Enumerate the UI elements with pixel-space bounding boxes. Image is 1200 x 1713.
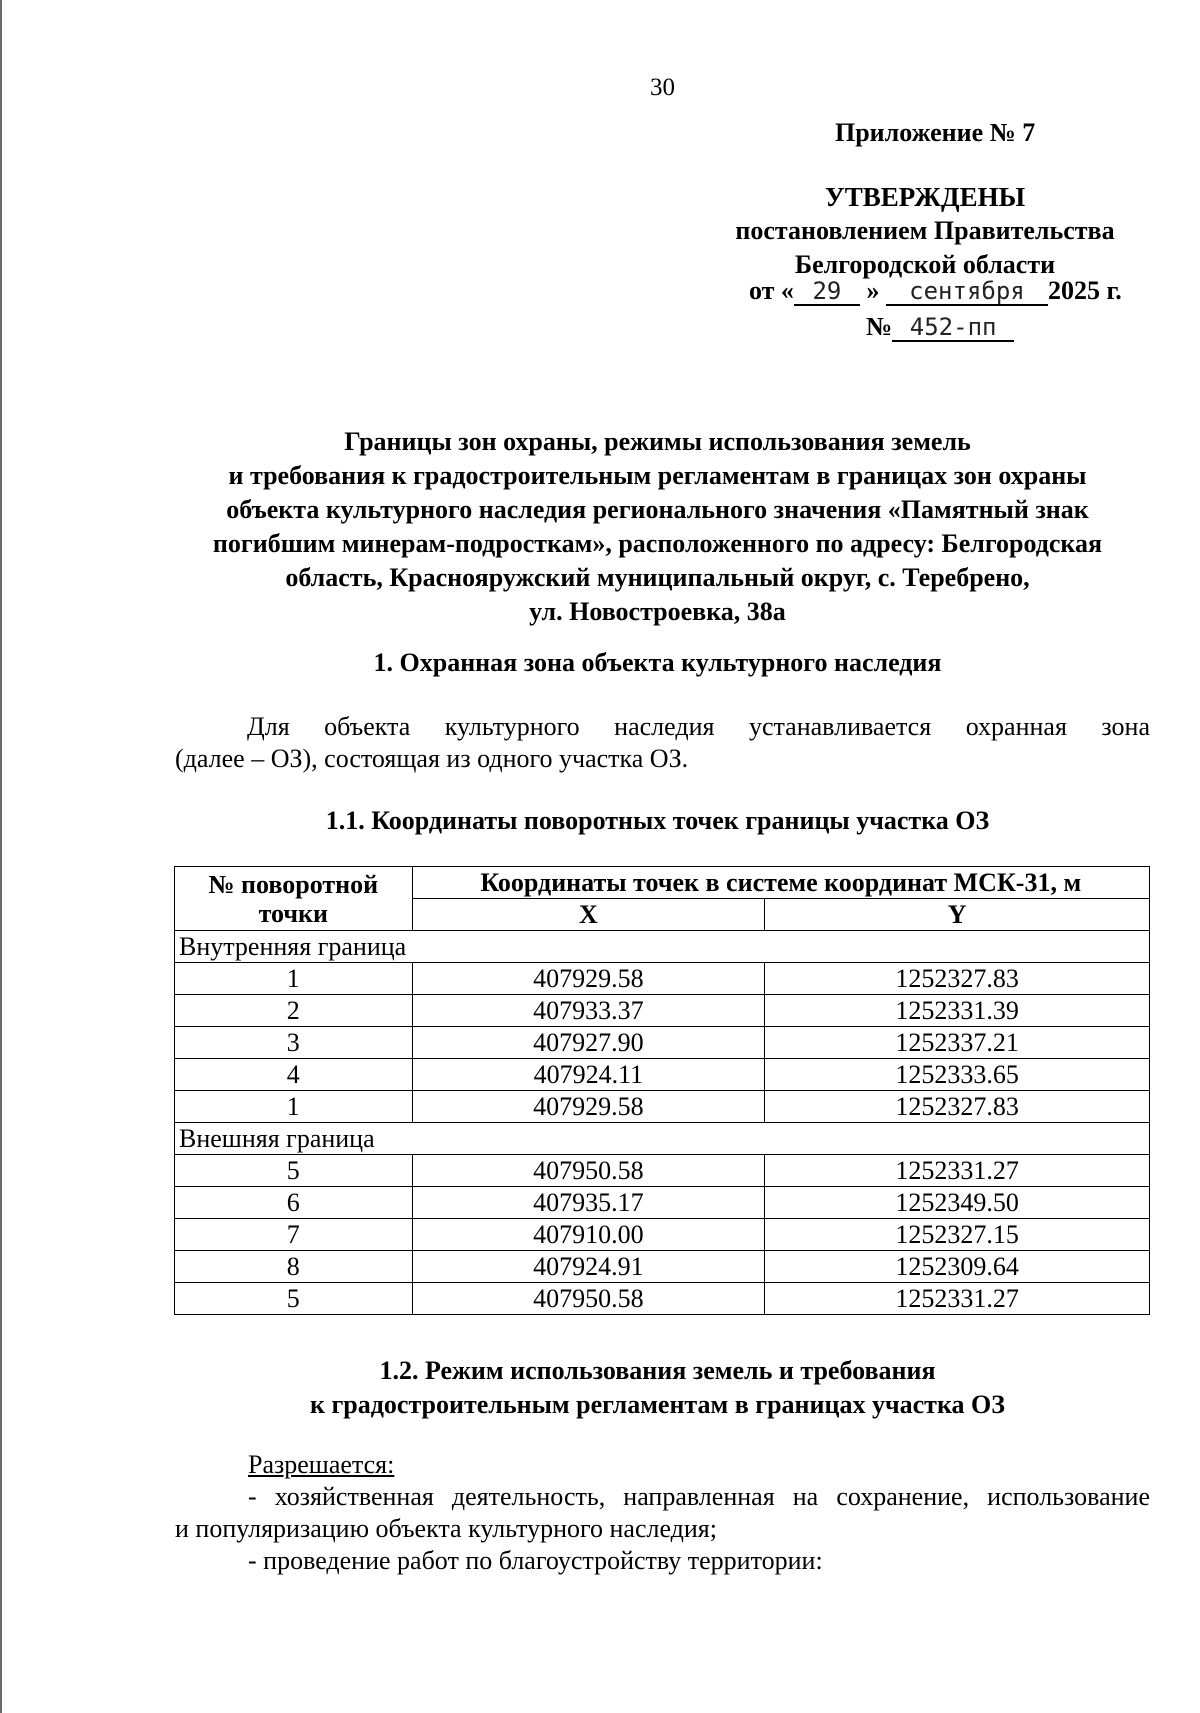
header-y: Y: [765, 899, 1150, 931]
appendix-label: Приложение № 7: [835, 118, 1036, 147]
approved-title: УТВЕРЖДЕНЫ: [824, 182, 1026, 212]
group-label: Внутренняя граница: [175, 931, 1150, 963]
table-group-row: [175, 931, 1150, 963]
point-y: 1252309.64: [765, 1251, 1150, 1283]
title-line: область, Краснояружский муниципальный округ, с. Теребрено,: [285, 563, 1030, 592]
allowed-item-1-cont: [175, 1513, 1150, 1545]
approved-line-1: постановлением Правительства: [735, 216, 1115, 245]
approval-number: [866, 312, 1014, 342]
doc-number: 452-пп: [892, 314, 1014, 342]
section-1-2-heading: [160, 1354, 1155, 1422]
title-line: объекта культурного наследия регионального значения «Памятный знак: [226, 495, 1089, 524]
section-1-1-heading: 1.1. Координаты поворотных точек границы участка ОЗ: [325, 806, 990, 835]
allowed-label-text: Разрешается:: [248, 1450, 395, 1479]
title-line: погибшим минерам-подросткам», расположенного по адресу: Белгородская: [212, 529, 1103, 558]
page-number: 30: [650, 74, 675, 101]
section-1-paragraph: [175, 711, 1150, 743]
coordinates-table: [174, 866, 1150, 1315]
point-x: 407910.00: [412, 1219, 765, 1251]
approval-block: [700, 180, 1150, 282]
point-y: 1252327.83: [765, 963, 1150, 995]
point-y: 1252333.65: [765, 1059, 1150, 1091]
title-line: и требования к градостроительным регламентам в границах зон охраны: [228, 461, 1087, 490]
point-number: 1: [175, 1091, 413, 1123]
document-title: [160, 425, 1155, 629]
point-x: 407950.58: [412, 1283, 765, 1315]
point-number: 4: [175, 1059, 413, 1091]
date-prefix: от «: [749, 276, 794, 305]
point-y: 1252327.15: [765, 1219, 1150, 1251]
table-row: [175, 1251, 1150, 1283]
table-row: [175, 1283, 1150, 1315]
group-label: Внешняя граница: [175, 1123, 1150, 1155]
section-1-paragraph-cont: [175, 743, 1150, 775]
page-edge: [0, 0, 2, 1713]
point-x: 407933.37: [412, 995, 765, 1027]
allowed-item-1-line-2: и популяризацию объекта культурного наследия;: [175, 1514, 717, 1543]
title-line: ул. Новостроевка, 38а: [529, 597, 786, 626]
approval-date: [749, 276, 1122, 306]
section-1-2-heading-line-1: 1.2. Режим использования земель и требования: [379, 1356, 936, 1385]
section-1-heading: 1. Охранная зона объекта культурного наследия: [373, 648, 942, 677]
point-y: 1252331.27: [765, 1283, 1150, 1315]
point-number: 8: [175, 1251, 413, 1283]
header-coordinates: Координаты точек в системе координат МСК-31, м: [412, 867, 1149, 899]
allowed-item-1: [248, 1481, 1150, 1513]
table-row: [175, 1027, 1150, 1059]
date-day: 29: [794, 278, 860, 306]
section-1-2-heading-line-2: к градостроительным регламентам в границах участка ОЗ: [310, 1390, 1005, 1419]
table-row: [175, 1091, 1150, 1123]
point-number: 1: [175, 963, 413, 995]
table-group-row: [175, 1123, 1150, 1155]
point-y: 1252331.39: [765, 995, 1150, 1027]
point-x: 407935.17: [412, 1187, 765, 1219]
header-point-number-line-1: № поворотной: [208, 869, 379, 899]
allowed-item-2-text: - проведение работ по благоустройству территории:: [248, 1546, 823, 1575]
table-row: [175, 995, 1150, 1027]
point-x: 407927.90: [412, 1027, 765, 1059]
point-y: 1252349.50: [765, 1187, 1150, 1219]
point-number: 7: [175, 1219, 413, 1251]
point-x: 407950.58: [412, 1155, 765, 1187]
table-row: [175, 963, 1150, 995]
allowed-label: [248, 1449, 1148, 1481]
point-y: 1252337.21: [765, 1027, 1150, 1059]
point-number: 6: [175, 1187, 413, 1219]
allowed-item-2: [248, 1545, 1148, 1577]
paragraph-line: (далее – ОЗ), состоящая из одного участка ОЗ.: [175, 744, 689, 773]
header-point-number-line-2: точки: [258, 898, 328, 928]
allowed-item-1-line-1: - хозяйственная деятельность, направленная на сохранение, использование: [248, 1482, 1150, 1511]
number-prefix: №: [866, 312, 893, 341]
point-number: 3: [175, 1027, 413, 1059]
table-header-row: [175, 867, 1150, 899]
point-number: 5: [175, 1155, 413, 1187]
point-y: 1252331.27: [765, 1155, 1150, 1187]
point-number: 5: [175, 1283, 413, 1315]
title-line: Границы зон охраны, режимы использования земель: [344, 427, 971, 456]
approved-line-2: Белгородской области: [794, 250, 1056, 279]
date-month: сентября: [886, 278, 1048, 306]
point-x: 407929.58: [412, 963, 765, 995]
paragraph-line: Для объекта культурного наследия устанавливается охранная зона: [247, 712, 1150, 741]
table-row: [175, 1187, 1150, 1219]
header-x: X: [412, 899, 765, 931]
point-x: 407924.11: [412, 1059, 765, 1091]
table-row: [175, 1059, 1150, 1091]
point-number: 2: [175, 995, 413, 1027]
date-mid: »: [866, 276, 880, 305]
point-x: 407924.91: [412, 1251, 765, 1283]
header-point-number: [175, 867, 413, 931]
point-y: 1252327.83: [765, 1091, 1150, 1123]
table-row: [175, 1219, 1150, 1251]
point-x: 407929.58: [412, 1091, 765, 1123]
table-row: [175, 1155, 1150, 1187]
date-year: 2025 г.: [1047, 276, 1122, 305]
